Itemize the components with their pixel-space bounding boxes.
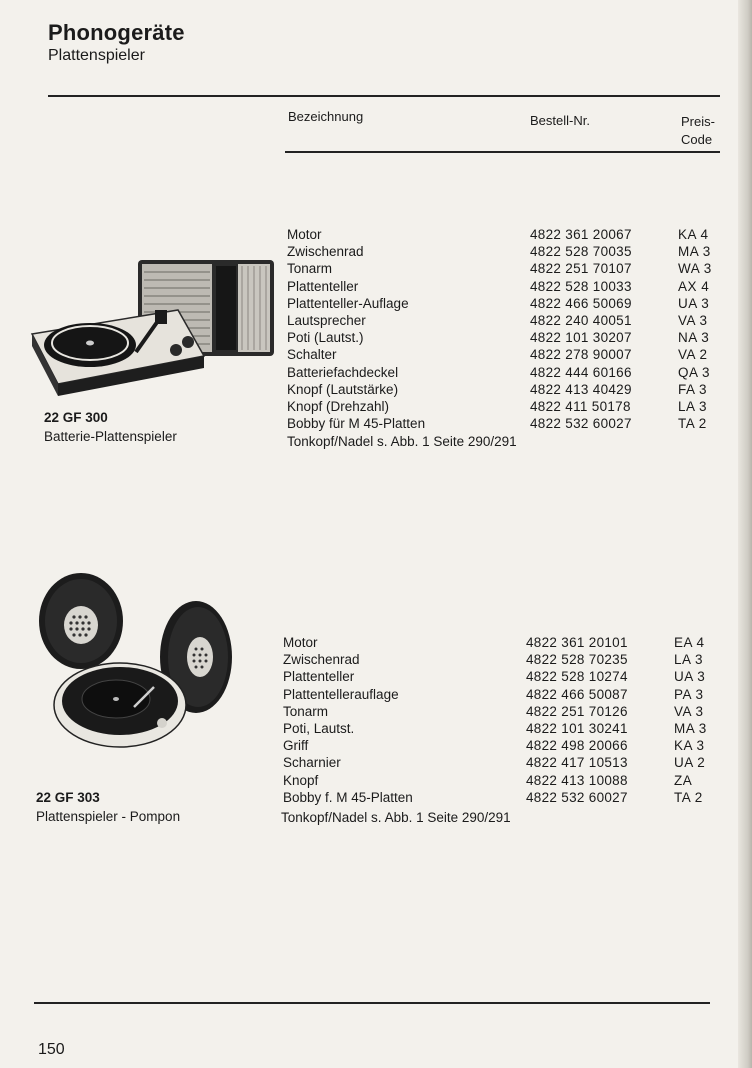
product-desc-22gf300: Batterie-Plattenspieler	[44, 429, 177, 444]
list-item: Plattenteller 4822 528 10274 UA 3	[283, 669, 706, 685]
list-item: Zwischenrad 4822 528 70235 LA 3	[283, 652, 704, 668]
list-item: Poti, Lautst. 4822 101 30241 MA 3	[283, 720, 707, 736]
note-22gf300: Tonkopf/Nadel s. Abb. 1 Seite 290/291	[287, 434, 517, 449]
record-player-22gf300-image	[28, 252, 278, 402]
column-header-name: Bezeichnung	[288, 109, 364, 124]
page-subtitle: Plattenspieler	[48, 47, 145, 64]
top-rule	[48, 95, 720, 97]
list-item: Zwischenrad 4822 528 70035 MA 3	[287, 244, 711, 260]
column-header-price-code	[681, 113, 715, 149]
list-item: Griff 4822 498 20066 KA 3	[283, 738, 705, 754]
parts-list-22gf300	[287, 226, 727, 432]
page-edge	[738, 0, 752, 1068]
list-item: Schalter 4822 278 90007 VA 2	[287, 347, 708, 363]
product-model-22gf300: 22 GF 300	[44, 410, 108, 425]
parts-list-22gf303	[283, 634, 723, 806]
list-item: Batteriefachdeckel 4822 444 60166 QA 3	[287, 364, 711, 380]
list-item: Knopf (Lautstärke) 4822 413 40429 FA 3	[287, 381, 708, 397]
price-code-line2: Code	[681, 132, 713, 147]
list-item: Bobby für M 45-Platten 4822 532 60027 TA 2	[287, 416, 707, 432]
list-item: Lautsprecher 4822 240 40051 VA 3	[287, 312, 708, 328]
page-title: Phonogeräte	[48, 20, 185, 45]
list-item: Scharnier 4822 417 10513 UA 2	[283, 755, 706, 771]
list-item: Motor 4822 361 20101 EA 4	[283, 635, 705, 650]
list-item: Tonarm 4822 251 70107 WA 3	[287, 261, 712, 277]
list-item: Tonarm 4822 251 70126 VA 3	[283, 703, 704, 719]
price-code-line1: Preis-	[681, 114, 715, 129]
product-model-22gf303: 22 GF 303	[36, 790, 100, 805]
header-rule	[285, 151, 720, 153]
list-item: Motor 4822 361 20067 KA 4	[287, 227, 709, 242]
column-header-order-no: Bestell-Nr.	[530, 113, 590, 128]
list-item: Plattentellerauflage 4822 466 50087 PA 3	[283, 686, 704, 702]
list-item: Plattenteller-Auflage 4822 466 50069 UA 3	[287, 295, 710, 311]
list-item: Knopf 4822 413 10088 ZA	[283, 772, 693, 788]
list-item: Knopf (Drehzahl) 4822 411 50178 LA 3	[287, 398, 708, 414]
list-item: Poti (Lautst.) 4822 101 30207 NA 3	[287, 330, 710, 346]
note-22gf303: Tonkopf/Nadel s. Abb. 1 Seite 290/291	[281, 810, 511, 825]
page-number: 150	[38, 1041, 65, 1058]
list-item: Plattenteller 4822 528 10033 AX 4	[287, 278, 710, 294]
list-item: Bobby f. M 45-Platten 4822 532 60027 TA 2	[283, 789, 703, 805]
bottom-rule	[34, 1002, 710, 1004]
record-player-22gf303-image	[36, 565, 236, 765]
product-desc-22gf303: Plattenspieler - Pompon	[36, 809, 181, 824]
